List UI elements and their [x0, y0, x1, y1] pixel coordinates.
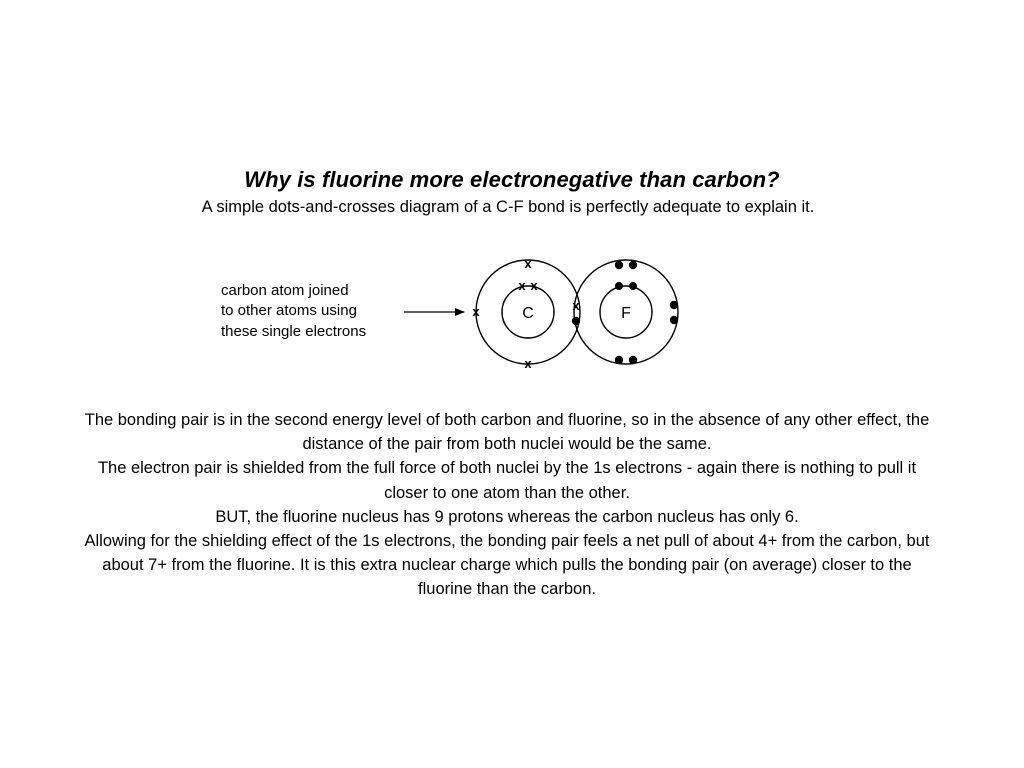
fluorine-outer-dot [670, 316, 678, 324]
fluorine-outer-dot [615, 261, 623, 269]
paragraph-bonding-pair: The bonding pair is in the second energy level of both carbon and fluorine, so in the absence of any other effect, the distance of the pair from both nuclei would be the same. [84, 411, 930, 454]
dots-and-crosses-svg [210, 252, 700, 376]
fluorine-outer-dot [670, 301, 678, 309]
fluorine-outer-dot [629, 356, 637, 364]
paragraph-net-pull: Allowing for the shielding effect of the 1s electrons, the bonding pair feels a net pull of about 4+ from the carbon, but about 7+ from the fluorine. It is this extra nuclear charge which pulls the bonding pair (on average) closer to the fluorine than the carbon. [84, 532, 930, 599]
bonding-dot [572, 317, 580, 325]
slide-title: Why is fluorine more electronegative than carbon? [244, 167, 780, 192]
carbon-inner-cross: x [530, 278, 538, 293]
slide-subtitle: A simple dots-and-crosses diagram of a C-F bond is perfectly adequate to explain it. [201, 198, 815, 216]
carbon-outer-cross-bottom: x [524, 356, 532, 371]
fluorine-atom [572, 260, 678, 364]
fluorine-symbol: F [621, 305, 631, 322]
carbon-outer-cross-left: x [472, 304, 480, 319]
carbon-atom [472, 256, 580, 371]
fluorine-inner-dot [615, 282, 623, 290]
annotation-line-2: to other atoms using [221, 302, 357, 319]
carbon-symbol: C [522, 305, 534, 322]
annotation-line-1: carbon atom joined [221, 282, 349, 299]
paragraph-shielding: The electron pair is shielded from the full force of both nuclei by the 1s electrons - again there is nothing to pull it closer to one atom than the other. [97, 459, 917, 502]
cf-bond-diagram [210, 252, 700, 376]
carbon-inner-cross: x [518, 278, 526, 293]
paragraph-protons: BUT, the fluorine nucleus has 9 protons whereas the carbon nucleus has only 6. [215, 507, 799, 526]
explanation-text [84, 408, 930, 602]
bonding-cross: x [572, 298, 580, 313]
carbon-outer-cross-top: x [524, 256, 532, 271]
fluorine-outer-dot [615, 356, 623, 364]
fluorine-outer-dot [629, 261, 637, 269]
fluorine-inner-dot [629, 282, 637, 290]
annotation-line-3: these single electrons [221, 323, 367, 340]
